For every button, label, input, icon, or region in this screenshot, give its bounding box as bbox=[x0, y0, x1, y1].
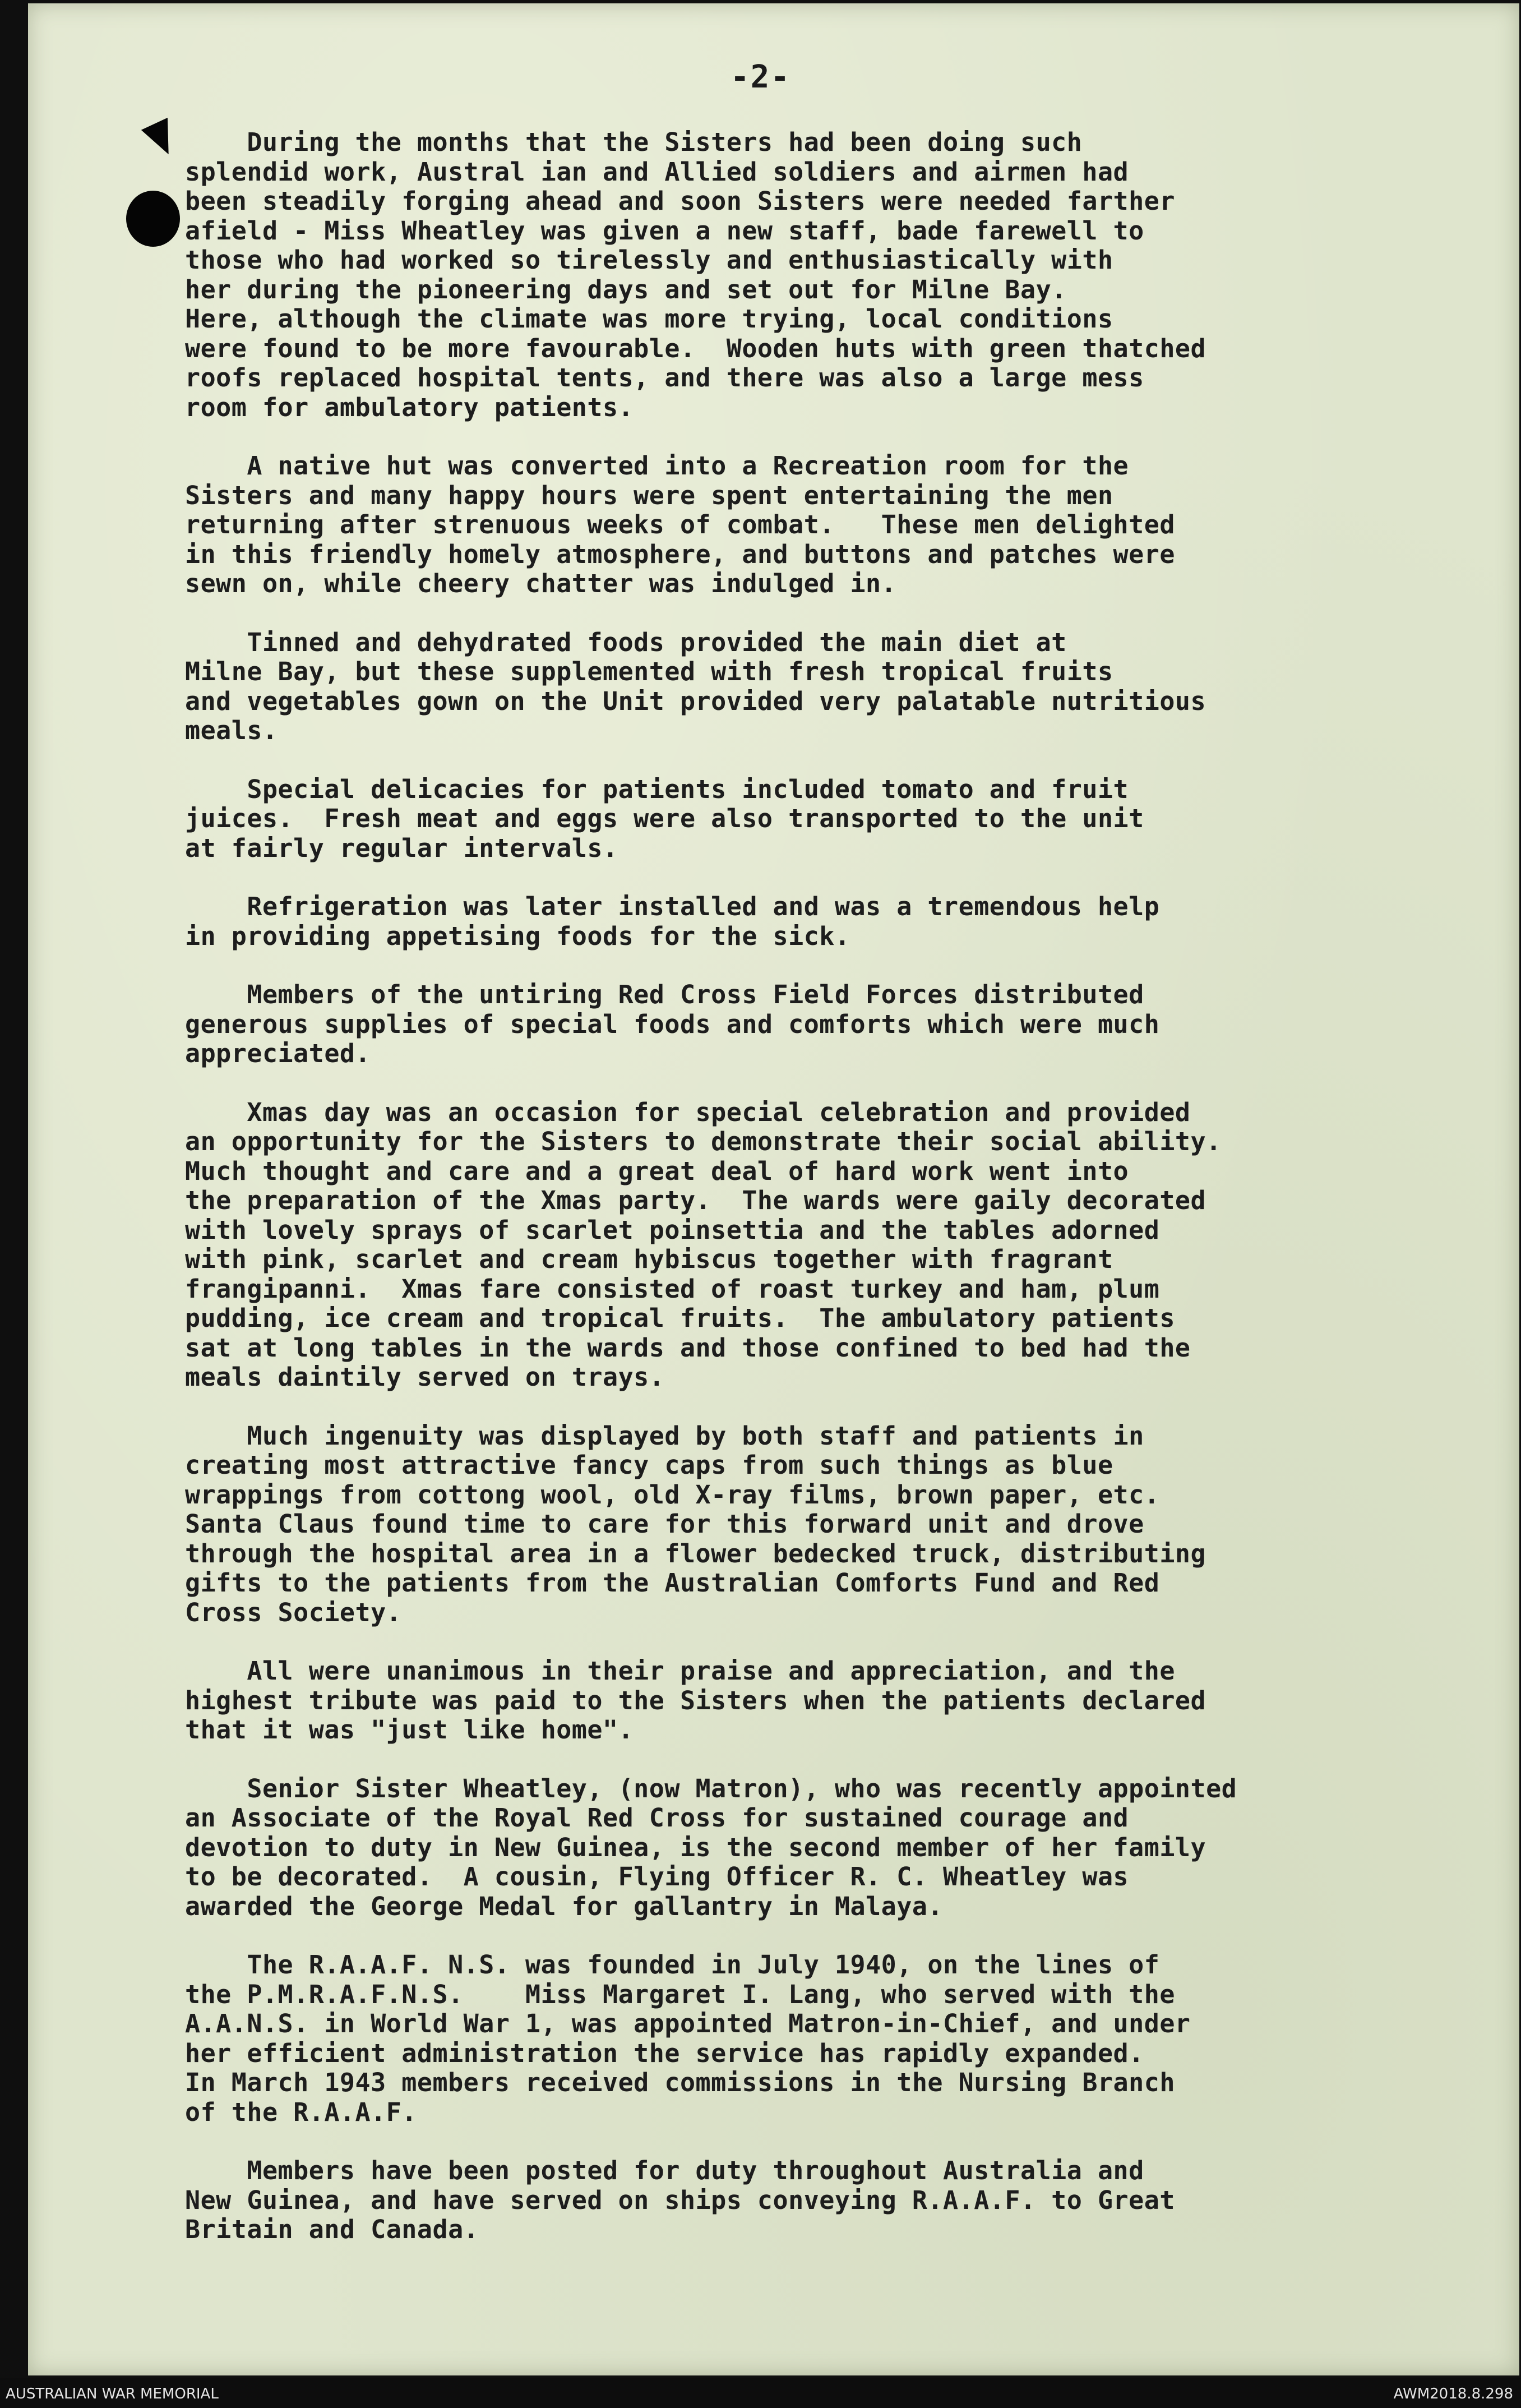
text-line: through the hospital area in a flower bedecked truck, distributing bbox=[185, 1538, 1206, 1569]
text-line: an opportunity for the Sisters to demonstrate their social ability. bbox=[185, 1127, 1222, 1156]
text-line: sewn on, while cheery chatter was indulged in. bbox=[185, 569, 897, 598]
paragraph-3 bbox=[185, 628, 1430, 746]
paragraph-12 bbox=[185, 2156, 1430, 2245]
text-line: roofs replaced hospital tents, and there was also a large mess bbox=[185, 363, 1144, 393]
text-line: that it was "just like home". bbox=[185, 1715, 634, 1745]
text-line: to be decorated. A cousin, Flying Officer R. C. Wheatley was bbox=[185, 1862, 1129, 1892]
text-line: room for ambulatory patients. bbox=[185, 392, 634, 422]
text-line: at fairly regular intervals. bbox=[185, 833, 618, 863]
text-line: in providing appetising foods for the sick. bbox=[185, 921, 850, 951]
text-line: her efficient administration the service has rapidly expanded. bbox=[185, 2038, 1144, 2068]
text-line: afield - Miss Wheatley was given a new staff, bade farewell to bbox=[185, 215, 1144, 246]
paragraph-10 bbox=[185, 1774, 1430, 1922]
archive-footer-bar bbox=[0, 2378, 1521, 2408]
footer-accession-number: AWM2018.8.298 bbox=[1393, 2386, 1513, 2402]
paragraph-7 bbox=[185, 1098, 1430, 1392]
text-line: returning after strenuous weeks of combat. These men delighted bbox=[185, 510, 1175, 539]
text-line: those who had worked so tirelessly and enthusiastically with bbox=[185, 245, 1113, 275]
paragraph-6 bbox=[185, 980, 1430, 1069]
text-line: Sisters and many happy hours were spent entertaining the men bbox=[185, 480, 1113, 510]
text-line: were found to be more favourable. Wooden huts with green thatched bbox=[185, 333, 1206, 363]
text-line: splendid work, Austral ian and Allied soldiers and airmen had bbox=[185, 156, 1129, 187]
text-line: frangipanni. Xmas fare consisted of roast turkey and ham, plum bbox=[185, 1274, 1160, 1304]
text-line: an Associate of the Royal Red Cross for sustained courage and bbox=[185, 1803, 1129, 1833]
text-line: Here, although the climate was more trying, local conditions bbox=[185, 304, 1113, 334]
text-line: awarded the George Medal for gallantry in Malaya. bbox=[185, 1891, 944, 1921]
text-line: creating most attractive fancy caps from such things as blue bbox=[185, 1450, 1113, 1480]
text-line: Senior Sister Wheatley, (now Matron), who was recently appointed bbox=[185, 1773, 1237, 1803]
text-line: with pink, scarlet and cream hybiscus together with fragrant bbox=[185, 1244, 1113, 1274]
text-line: gifts to the patients from the Australian Comforts Fund and Red bbox=[185, 1568, 1160, 1598]
text-line: with lovely sprays of scarlet poinsettia and the tables adorned bbox=[185, 1215, 1160, 1245]
text-line: A.A.N.S. in World War 1, was appointed Matron-in-Chief, and under bbox=[185, 2009, 1191, 2038]
paragraph-4 bbox=[185, 775, 1430, 864]
text-line: been steadily forging ahead and soon Sisters were needed farther bbox=[185, 186, 1175, 216]
text-line: wrappings from cottong wool, old X-ray films, brown paper, etc. bbox=[185, 1479, 1160, 1510]
text-line: pudding, ice cream and tropical fruits. The ambulatory patients bbox=[185, 1303, 1175, 1333]
text-line: Refrigeration was later installed and was a tremendous help bbox=[185, 892, 1160, 921]
text-line: All were unanimous in their praise and appreciation, and the bbox=[185, 1656, 1175, 1686]
text-line: Much thought and care and a great deal of hard work went into bbox=[185, 1156, 1129, 1186]
text-line: Cross Society. bbox=[185, 1597, 402, 1627]
text-line: Members of the untiring Red Cross Field Forces distributed bbox=[185, 980, 1144, 1009]
text-line: A native hut was converted into a Recreation room for the bbox=[185, 451, 1129, 481]
text-line: Santa Claus found time to care for this forward unit and drove bbox=[185, 1509, 1144, 1539]
punch-hole bbox=[126, 191, 180, 247]
paragraph-2 bbox=[185, 451, 1430, 599]
text-line: the P.M.R.A.F.N.S. Miss Margaret I. Lang, who served with the bbox=[185, 1979, 1175, 2009]
paragraph-1 bbox=[185, 128, 1430, 422]
text-line: Tinned and dehydrated foods provided the main diet at bbox=[185, 627, 1067, 657]
text-line: appreciated. bbox=[185, 1039, 371, 1068]
text-line: Milne Bay, but these supplemented with fresh tropical fruits bbox=[185, 657, 1113, 686]
paragraph-5 bbox=[185, 892, 1430, 951]
text-line: meals daintily served on trays. bbox=[185, 1362, 665, 1392]
text-line: Much ingenuity was displayed by both staff and patients in bbox=[185, 1420, 1144, 1451]
typed-body-text bbox=[185, 128, 1430, 2274]
text-line: her during the pioneering days and set out for Milne Bay. bbox=[185, 274, 1067, 305]
page-number: -2- bbox=[730, 59, 791, 95]
text-line: Britain and Canada. bbox=[185, 2215, 479, 2244]
footer-institution-label: AUSTRALIAN WAR MEMORIAL bbox=[6, 2386, 219, 2402]
text-line: Members have been posted for duty throughout Australia and bbox=[185, 2156, 1144, 2185]
text-line: Xmas day was an occasion for special celebration and provided bbox=[185, 1097, 1191, 1127]
text-line: During the months that the Sisters had been doing such bbox=[185, 127, 1083, 157]
paragraph-11 bbox=[185, 1950, 1430, 2127]
text-line: New Guinea, and have served on ships conveying R.A.A.F. to Great bbox=[185, 2185, 1175, 2215]
text-line: The R.A.A.F. N.S. was founded in July 1940, on the lines of bbox=[185, 1950, 1160, 1980]
text-line: meals. bbox=[185, 716, 278, 745]
text-line: In March 1943 members received commissions in the Nursing Branch bbox=[185, 2068, 1175, 2097]
text-line: juices. Fresh meat and eggs were also transported to the unit bbox=[185, 804, 1144, 833]
text-line: highest tribute was paid to the Sisters when the patients declared bbox=[185, 1685, 1206, 1715]
text-line: the preparation of the Xmas party. The wards were gaily decorated bbox=[185, 1185, 1206, 1215]
text-line: sat at long tables in the wards and those confined to bed had the bbox=[185, 1332, 1191, 1363]
text-line: devotion to duty in New Guinea, is the second member of her family bbox=[185, 1832, 1206, 1862]
text-line: generous supplies of special foods and comforts which were much bbox=[185, 1009, 1160, 1039]
text-line: and vegetables gown on the Unit provided very palatable nutritious bbox=[185, 686, 1206, 716]
text-line: of the R.A.A.F. bbox=[185, 2097, 417, 2127]
paragraph-8 bbox=[185, 1422, 1430, 1628]
text-line: Special delicacies for patients included tomato and fruit bbox=[185, 774, 1129, 804]
paragraph-9 bbox=[185, 1657, 1430, 1745]
text-line: in this friendly homely atmosphere, and buttons and patches were bbox=[185, 539, 1175, 569]
